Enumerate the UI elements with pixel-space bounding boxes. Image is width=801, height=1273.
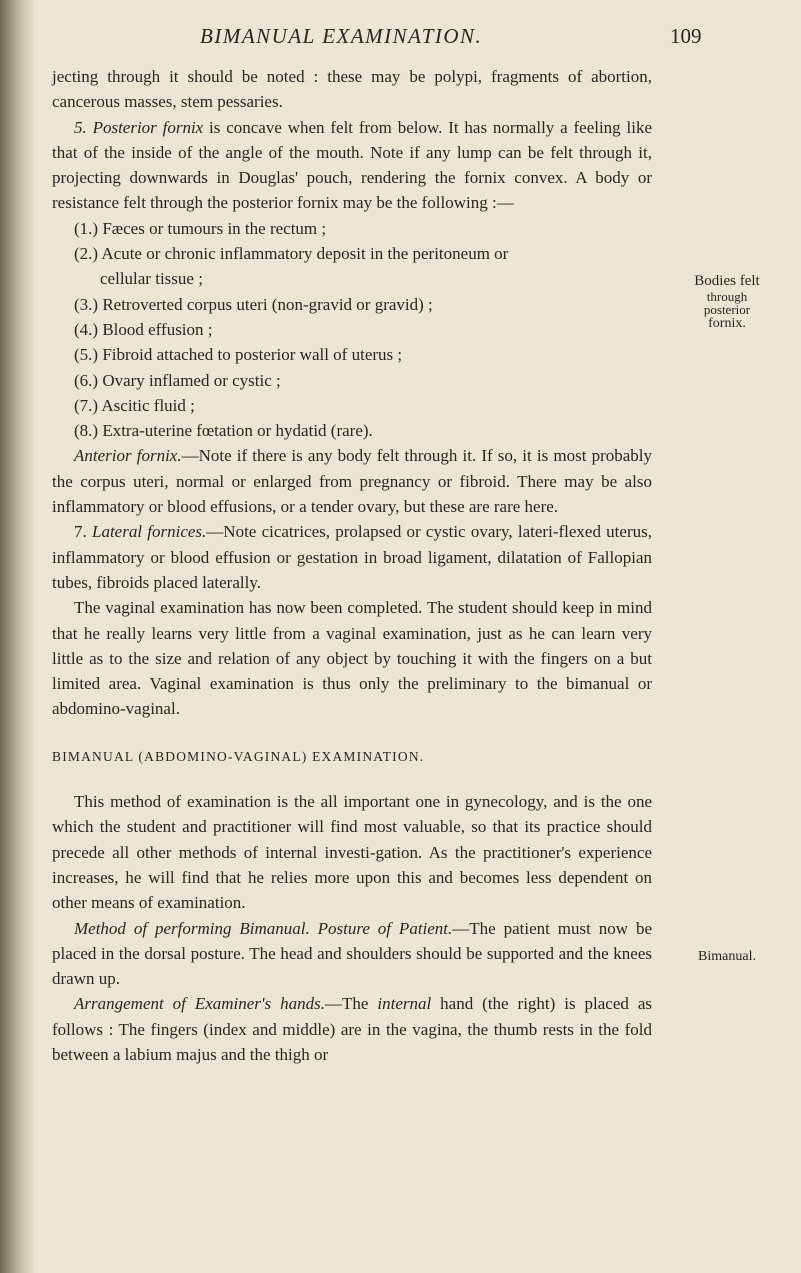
arrangement-internal: internal: [377, 994, 432, 1014]
margin-note-bimanual: Bimanual.: [698, 949, 756, 964]
paragraph-method: [52, 916, 652, 992]
lateral-fornices-number: 7.: [74, 522, 92, 542]
arrangement-text: hand (the right) is placed as follows : The fingers (index and middle) are in the vagina, the thumb rests in the fold between a labium majus and the thigh or: [52, 994, 653, 1064]
section-heading: BIMANUAL (ABDOMINO-VAGINAL) EXAMINATION.: [52, 748, 425, 764]
list-item-continuation: cellular tissue ;: [100, 269, 203, 289]
paragraph-continuation: jecting through it should be noted : these may be polypi, fragments of abortion, cancerous masses, stem pessaries.: [52, 67, 652, 112]
paragraph-bimanual-intro: This method of examination is the all important one in gynecology, and is the one which the student and practitioner will find most valuable, so that its practice should precede all other methods of internal investi-gation. As the practitioner's experience increases, he will find that he relies more upon this and becomes less dependent on other means of examination.: [52, 792, 652, 913]
posterior-fornix-text: is concave when felt from below. It has normally a feeling like that of the inside of the angle of the mouth. Note if any lump can be felt through it, projecting downwards in Douglas' pouch, rendering the fornix convex. A body or resistance felt through the posterior fornix may be the following :—: [52, 117, 652, 213]
lateral-fornices-text: —Note cicatrices, prolapsed or cystic ovary, lateri-flexed uterus, inflammatory or blood effusion or gestation in broad ligament, dilatation of Fallopian tubes, fibroids placed laterally.: [52, 522, 652, 592]
section-gap: [52, 722, 652, 742]
list-item: (3.) Retroverted corpus uteri (non-gravid or gravid) ;: [74, 294, 433, 314]
book-page: [52, 0, 792, 1273]
list-item: (8.) Extra-uterine fœtation or hydatid (rare).: [74, 421, 373, 441]
margin-note-line: posterior: [703, 302, 751, 317]
running-head: BIMANUAL EXAMINATION.: [200, 24, 483, 48]
posterior-fornix-label: 5. Posterior fornix: [74, 117, 204, 137]
margin-note-line: Bodies felt: [694, 273, 760, 289]
list-item: (4.) Blood effusion ;: [74, 319, 213, 339]
margin-note-line: through: [706, 289, 748, 304]
paragraph-lateral-fornices: [52, 519, 652, 595]
page-header: [52, 0, 792, 60]
book-spine-shadow: [0, 0, 34, 1273]
paragraph-posterior-fornix: [52, 115, 652, 216]
list-item: (2.) Acute or chronic inflammatory deposit in the peritoneum or: [74, 244, 509, 264]
page-body: [52, 64, 652, 1067]
arrangement-label: Arrangement of Examiner's hands.: [74, 994, 325, 1014]
lateral-fornices-label: Lateral fornices.: [91, 522, 207, 542]
list-item: (5.) Fibroid attached to posterior wall of uterus ;: [74, 345, 403, 365]
anterior-fornix-text: —Note if there is any body felt through it. If so, it is most probably the corpus uteri, normal or enlarged from pregnancy or fibroid. There may be also inflammatory or blood effusions, or a tender ovary, but these are rare here.: [52, 446, 652, 517]
page-number: 109: [670, 24, 702, 48]
list-item: (6.) Ovary inflamed or cystic ;: [74, 370, 281, 390]
margin-note-line: fornix.: [708, 316, 746, 331]
arrangement-dash: —The: [324, 994, 378, 1014]
anterior-fornix-label: Anterior fornix.: [74, 446, 182, 466]
paragraph-arrangement: [52, 991, 652, 1067]
margin-note-bodies-felt: [662, 272, 792, 332]
method-label: Method of performing Bimanual. Posture of Patient.: [74, 918, 453, 938]
section-gap: [52, 769, 652, 789]
paragraph-vaginal-summary: The vaginal examination has now been completed. The student should keep in mind that he really learns very little from a vaginal examination, just as he can learn very little as to the size and relation of any object by touching it with the fingers on a but limited area. Vaginal examination is thus only the preliminary to the bimanual or abdomino-vaginal.: [52, 598, 652, 719]
paragraph-anterior-fornix: [52, 443, 652, 519]
method-text: —The patient must now be placed in the dorsal posture. The head and shoulders should be supported and the knees drawn up.: [52, 918, 653, 989]
list-item: (7.) Ascitic fluid ;: [74, 395, 195, 415]
list-item: (1.) Fæces or tumours in the rectum ;: [74, 218, 327, 238]
